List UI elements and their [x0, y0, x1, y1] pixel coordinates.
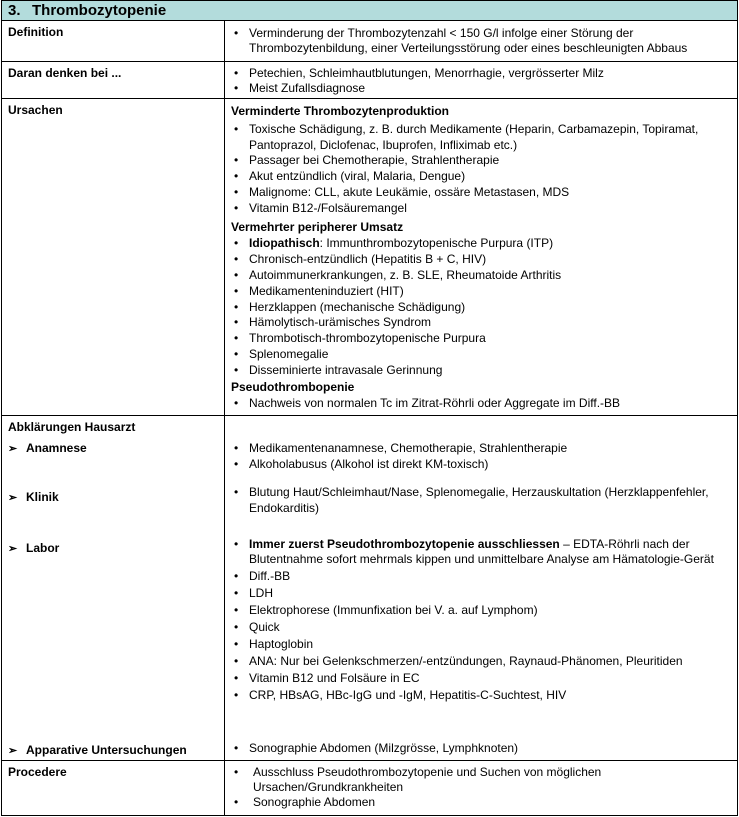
bold-term: Idiopathisch: [249, 236, 320, 251]
arrow-icon: ➢: [8, 543, 18, 555]
daran-content: [231, 66, 729, 96]
term-rest: : Immunthrombozytopenische Purpura (ITP): [319, 236, 554, 251]
ursachen-label: Ursachen: [8, 103, 63, 117]
definition-content: [231, 26, 729, 56]
group-heading: Pseudothrombopenie: [231, 379, 355, 394]
list-item: • Sonographie Abdomen: [231, 795, 729, 810]
labor-content: [231, 537, 729, 705]
daran-label: Daran denken bei ...: [8, 66, 122, 80]
bold-term: Immer zuerst Pseudothrombozytopenie ausschliessen: [249, 537, 560, 551]
group-heading: Verminderte Thrombozytenproduktion: [231, 104, 450, 118]
column-divider: [224, 761, 225, 815]
definition-label: Definition: [8, 25, 64, 39]
list-item: • Nachweis von normalen Tc im Zitrat-Röhrli oder Aggregate im Diff.-BB: [231, 396, 729, 412]
list-item: • Alkoholabusus (Alkohol ist direkt KM-toxisch): [231, 456, 729, 472]
list-item: • Elektrophorese (Immunfixation bei V. a. auf Lymphom): [231, 603, 729, 618]
section-title-text: Thrombozytopenie: [32, 2, 167, 19]
procedere-content: [231, 765, 729, 810]
column-divider: [224, 416, 225, 760]
apparative-label: ➢ Apparative Untersuchungen: [8, 743, 187, 757]
anamnese-label: ➢ Anamnese: [8, 441, 87, 455]
ursachen-content: [231, 104, 729, 412]
anamnese-content: [231, 440, 729, 472]
list-item: • Akut entzündlich (viral, Malaria, Dengue): [231, 169, 729, 185]
arrow-icon: ➢: [8, 745, 18, 757]
list-item: • LDH: [231, 586, 729, 601]
list-item: • Vitamin B12-/Folsäuremangel: [231, 201, 729, 217]
list-item: • Verminderung der Thrombozytenzahl < 150 G/l infolge einer Störung der Thrombozytenbildung, einer Verteilungsstörung oder eines beschleunigten Abbaus: [231, 26, 729, 56]
list-item: • Splenomegalie: [231, 347, 729, 363]
list-item: • Chronisch-entzündlich (Hepatitis B + C, HIV): [231, 252, 729, 268]
list-item: • Quick: [231, 620, 729, 635]
list-item: • ANA: Nur bei Gelenkschmerzen/-entzündungen, Raynaud-Phänomen, Pleuritiden: [231, 654, 729, 669]
list-item: • Toxische Schädigung, z. B. durch Medikamente (Heparin, Carbamazepin, Topiramat, Pantoprazol, Diclofenac, Ibuprofen, Infliximab etc.): [231, 122, 729, 154]
list-item: • Malignome: CLL, akute Leukämie, ossäre Metastasen, MDS: [231, 185, 729, 201]
list-item: • Disseminierte intravasale Gerinnung: [231, 363, 729, 379]
list-item: • Ausschluss Pseudothrombozytopenie und Suchen von möglichen Ursachen/Grundkrankheiten: [231, 765, 729, 795]
column-divider: [224, 99, 225, 415]
list-item: • Vitamin B12 und Folsäure in EC: [231, 671, 729, 686]
column-divider: [224, 21, 225, 61]
list-item: • Medikamenteninduziert (HIT): [231, 284, 729, 300]
list-item: [231, 537, 729, 567]
row-daran-denken: [1, 62, 738, 99]
list-item: • Passager bei Chemotherapie, Strahlentherapie: [231, 153, 729, 169]
term-rest: – EDTA-Röhrli nach der Blutentnahme sofort mehrmals kippen und unmittelbare Analyse am Hämatologie-Gerät: [249, 537, 714, 566]
section-title: [1, 0, 738, 20]
list-item: • Diff.-BB: [231, 569, 729, 584]
procedere-label: Procedere: [8, 765, 67, 779]
list-item: • Herzklappen (mechanische Schädigung): [231, 300, 729, 316]
list-item: • Petechien, Schleimhautblutungen, Menorrhagie, vergrösserter Milz: [231, 66, 729, 81]
row-definition: [1, 20, 738, 62]
apparative-content: [231, 741, 729, 756]
klinik-content: [231, 484, 729, 516]
column-divider: [224, 62, 225, 98]
row-abklaerungen: [1, 416, 738, 761]
group-heading: Vermehrter peripherer Umsatz: [231, 219, 404, 234]
section-number: 3.: [8, 2, 21, 19]
list-item: • Thrombotisch-thrombozytopenische Purpura: [231, 331, 729, 347]
list-item: [231, 236, 729, 252]
list-item: • Medikamentenanamnese, Chemotherapie, Strahlentherapie: [231, 440, 729, 456]
list-item: • Sonographie Abdomen (Milzgrösse, Lymphknoten): [231, 741, 729, 756]
list-item: • Meist Zufallsdiagnose: [231, 81, 729, 96]
list-item: • Haptoglobin: [231, 637, 729, 652]
arrow-icon: ➢: [8, 492, 18, 504]
list-item: • Autoimmunerkrankungen, z. B. SLE, Rheumatoide Arthritis: [231, 268, 729, 284]
row-procedere: [1, 761, 738, 816]
list-item: • Blutung Haut/Schleimhaut/Nase, Splenomegalie, Herzauskultation (Herzklappenfehler, Endokarditis): [231, 484, 729, 516]
abklaerungen-label: Abklärungen Hausarzt: [8, 420, 136, 434]
labor-label: ➢ Labor: [8, 541, 60, 555]
list-item: • CRP, HBsAG, HBc-IgG und -IgM, Hepatitis-C-Suchtest, HIV: [231, 688, 729, 703]
arrow-icon: ➢: [8, 443, 18, 455]
list-item: • Hämolytisch-urämisches Syndrom: [231, 315, 729, 331]
klinik-label: ➢ Klinik: [8, 490, 59, 504]
row-ursachen: [1, 99, 738, 416]
